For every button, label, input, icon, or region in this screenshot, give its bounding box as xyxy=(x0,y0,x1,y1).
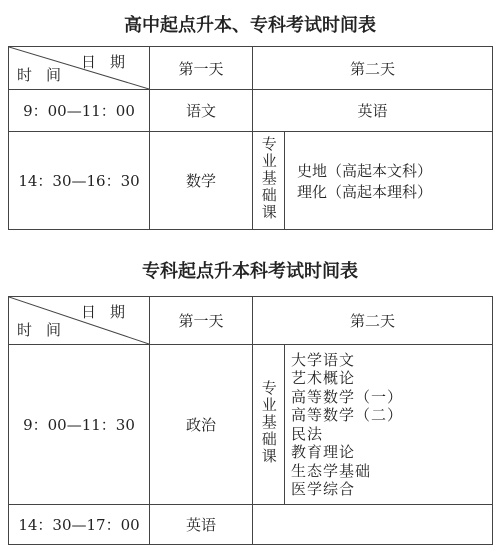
day1-subject: 英语 xyxy=(150,505,253,545)
day2-header: 第二天 xyxy=(253,297,493,345)
day2-header: 第二天 xyxy=(253,47,493,90)
date-label: 日期 xyxy=(80,53,139,71)
list-item: 民法 xyxy=(291,424,324,443)
professional-basic-label: 专业基础课 xyxy=(259,136,278,221)
time-cell: 14：30—17：00 xyxy=(9,505,150,545)
list-item: 高等数学（二） xyxy=(291,406,404,424)
day2-subject xyxy=(253,505,493,545)
time-cell: 9：00—11：00 xyxy=(9,90,150,132)
time-label: 时间 xyxy=(17,66,76,84)
day1-subject: 语文 xyxy=(150,90,253,132)
day1-header: 第一天 xyxy=(150,47,253,90)
table2-title: 专科起点升本科考试时间表 xyxy=(142,261,358,282)
day2-subject-list xyxy=(285,132,493,230)
day2-subject-list xyxy=(285,345,493,505)
day1-subject: 政治 xyxy=(150,345,253,505)
professional-basic-label-cell xyxy=(253,132,285,230)
time-label: 时间 xyxy=(17,321,76,339)
list-item: 史地（高起本文科） xyxy=(297,161,433,180)
time-cell: 14：30—16：30 xyxy=(9,132,150,230)
table-header-row xyxy=(9,297,493,345)
diagonal-header-cell xyxy=(9,47,150,90)
day1-subject: 数学 xyxy=(150,132,253,230)
time-cell: 9：00—11：30 xyxy=(9,345,150,505)
table-row xyxy=(9,505,493,545)
table-row xyxy=(9,345,493,505)
list-item: 生态学基础 xyxy=(291,461,372,480)
exam-schedule-table-1 xyxy=(8,46,493,230)
exam-schedule-table-2 xyxy=(8,296,493,545)
list-item: 高等数学（一） xyxy=(291,387,404,406)
day2-subject: 英语 xyxy=(253,90,493,132)
list-item: 理化（高起本理科） xyxy=(297,182,433,201)
list-item: 大学语文 xyxy=(291,350,356,369)
diagonal-header-cell xyxy=(9,297,150,345)
list-item: 教育理论 xyxy=(291,443,356,461)
day1-header: 第一天 xyxy=(150,297,253,345)
list-item: 艺术概论 xyxy=(291,369,356,387)
list-item: 医学综合 xyxy=(291,480,356,498)
professional-basic-label-cell xyxy=(253,345,285,505)
table-row xyxy=(9,90,493,132)
professional-basic-label: 专业基础课 xyxy=(259,380,278,465)
table1-title: 高中起点升本、专科考试时间表 xyxy=(124,15,376,36)
table-row xyxy=(9,132,493,230)
table-header-row xyxy=(9,47,493,90)
date-label: 日期 xyxy=(80,303,139,321)
